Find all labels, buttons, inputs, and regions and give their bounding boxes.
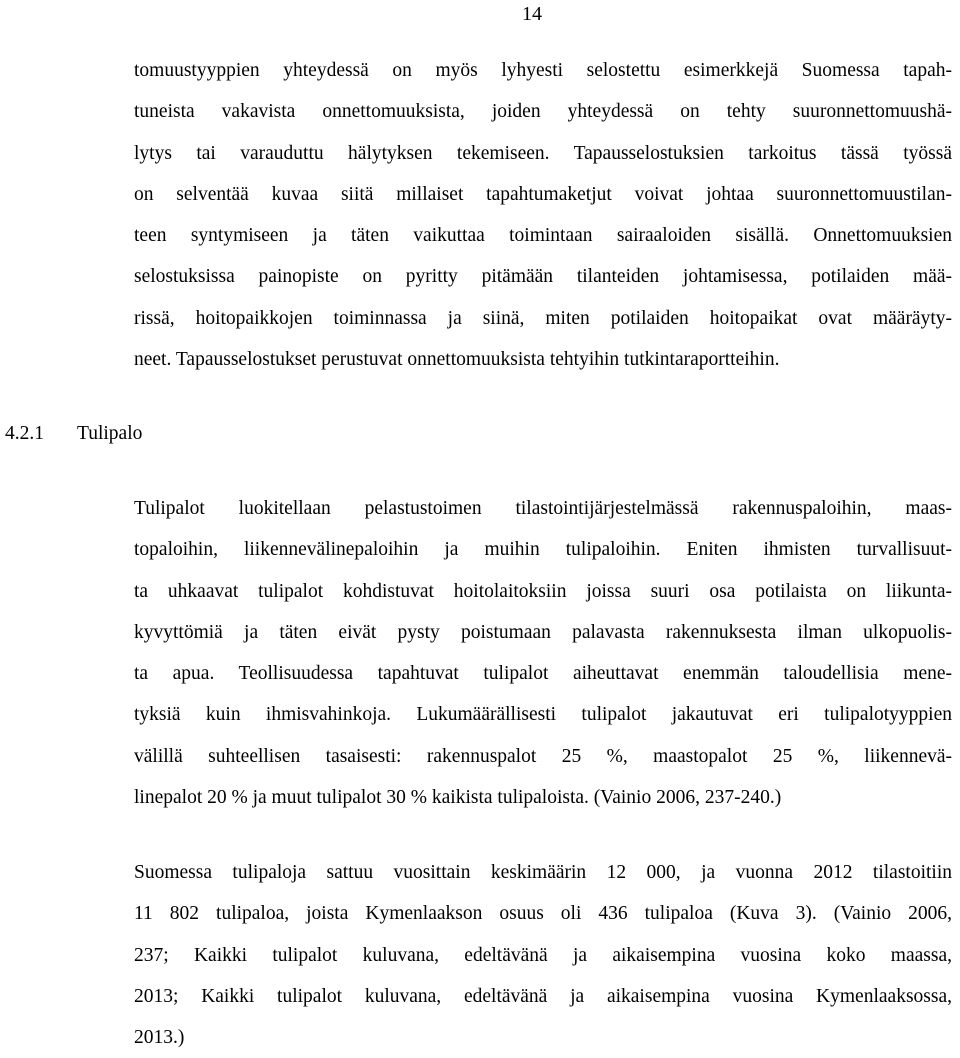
text-line: tomuustyyppien yhteydessä on myös lyhyesti selostettu esimerkkejä Suomessa tapah- <box>134 60 952 81</box>
text-line: neet. Tapausselostukset perustuvat onnettomuuksista tehtyihin tutkintaraportteihin. <box>134 349 780 371</box>
text-line: ta apua. Teollisuudessa tapahtuvat tulipalot aiheuttavat enemmän taloudellisia mene- <box>134 663 952 685</box>
text-line: 2013; Kaikki tulipalot kuluvana, edeltävänä ja aikaisempina vuosina Kymenlaaksossa, <box>134 985 952 1007</box>
text-line: välillä suhteellisen tasaisesti: rakennuspalot 25 %, maastopalot 25 %, liikennevä- <box>134 745 952 767</box>
text-line: tuneista vakavista onnettomuuksista, joiden yhteydessä on tehty suuronnettomuushä- <box>134 101 952 123</box>
text-line: Tulipalot luokitellaan pelastustoimen tilastointijärjestelmässä rakennuspaloihin, maas- <box>134 498 952 519</box>
text-line: rissä, hoitopaikkojen toiminnassa ja siinä, miten potilaiden hoitopaikat ovat määräyty- <box>134 307 952 329</box>
text-line: 237; Kaikki tulipalot kuluvana, edeltävänä ja aikaisempina vuosina koko maassa, <box>134 944 952 966</box>
page-number: 14 <box>522 3 542 25</box>
text-line: tyksiä kuin ihmisvahinkoja. Lukumäärällisesti tulipalot jakautuvat eri tulipalotyyppien <box>134 704 952 726</box>
text-line: Suomessa tulipaloja sattuu vuosittain keskimäärin 12 000, ja vuonna 2012 tilastoitiin <box>134 862 952 883</box>
text-line: on selventää kuvaa siitä millaiset tapahtumaketjut voivat johtaa suuronnettomuustilan- <box>134 183 952 205</box>
text-line: ta uhkaavat tulipalot kohdistuvat hoitolaitoksiin joissa suuri osa potilaista on liikunta- <box>134 580 952 602</box>
section-number: 4.2.1 <box>5 423 44 444</box>
section-title: Tulipalo <box>77 423 143 444</box>
paragraph-incident-reports <box>134 50 952 380</box>
text-line: lytys tai varauduttu hälytyksen tekemiseen. Tapausselostuksien tarkoitus tässä työssä <box>134 142 952 164</box>
paragraph-fire-statistics <box>134 852 952 1058</box>
text-line: kyvyttömiä ja täten eivät pysty poistumaan palavasta rakennuksesta ilman ulkopuolis- <box>134 621 952 643</box>
text-line: selostuksissa painopiste on pyritty pitämään tilanteiden johtamisessa, potilaiden mää- <box>134 266 952 288</box>
text-line: topaloihin, liikennevälinepaloihin ja muihin tulipaloihin. Eniten ihmisten turvallisuut- <box>134 539 952 561</box>
text-line: 11 802 tulipaloa, joista Kymenlaakson osuus oli 436 tulipaloa (Kuva 3). (Vainio 2006, <box>134 903 952 925</box>
text-line: teen syntymiseen ja täten vaikuttaa toimintaan sairaaloiden sisällä. Onnettomuuksien <box>134 225 952 247</box>
text-line: linepalot 20 % ja muut tulipalot 30 % kaikista tulipaloista. (Vainio 2006, 237-240.) <box>134 787 782 809</box>
text-line: 2013.) <box>134 1027 185 1049</box>
paragraph-fire-classification <box>134 488 952 818</box>
